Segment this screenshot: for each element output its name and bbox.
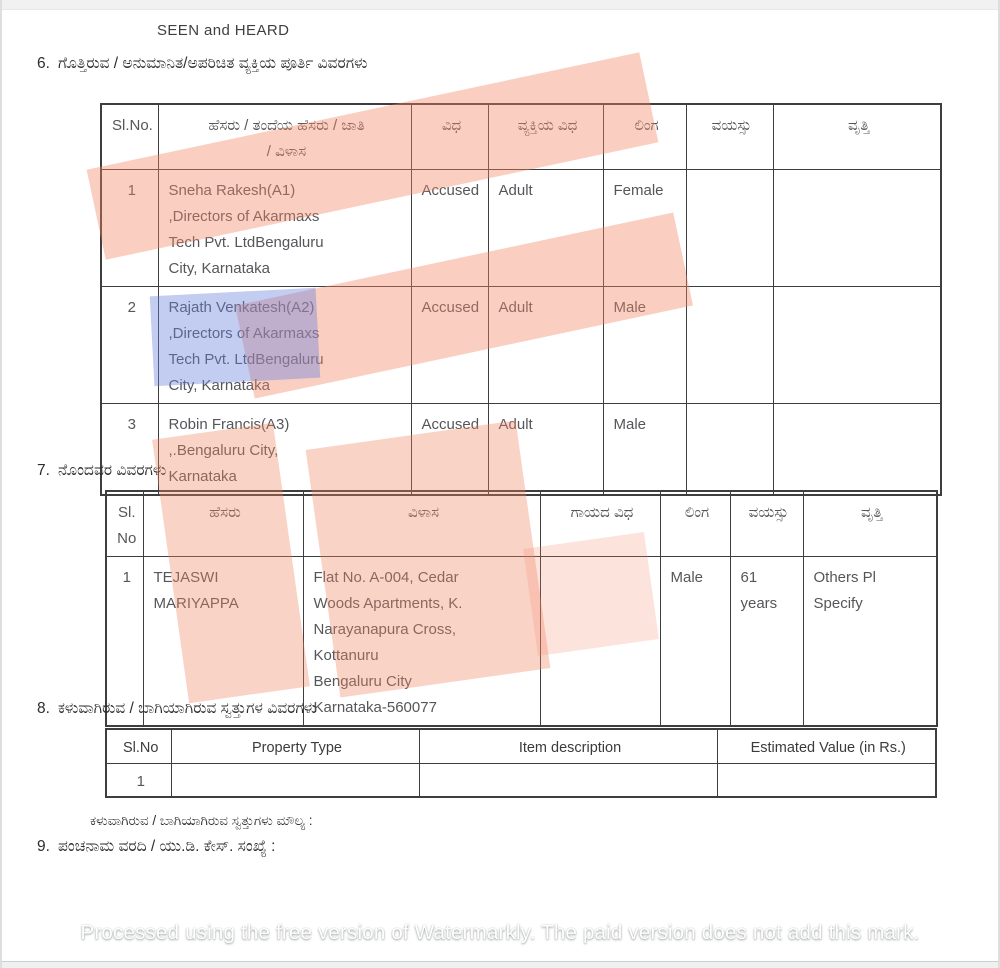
section6-title: ಗೊತ್ತಿರುವ / ಅನುಮಾನಿತ/ಅಪರಿಚಿತ ವ್ಯಕ್ತಿಯ ಪೂರ್ತಿ ವಿವರಗಳು [57,55,368,72]
row3-sl: 3 [101,404,158,496]
row2-gender: Male [603,287,686,404]
col-name-line1: ಹೆಸರು / ತಂದೆಯ ಹೆಸರು / ಜಾತಿ [208,117,365,134]
victims-table [105,490,938,727]
name-line: City, Karnataka [168,260,270,277]
col-name [158,104,411,170]
section6-number: 6. [37,55,50,72]
col-gender: ಲಿಂಗ [660,491,730,557]
name-line: ,Directors of Akarmaxs [168,325,320,342]
col-address: ವಿಳಾಸ [303,491,540,557]
property-value-line: ಕಳುವಾಗಿರುವ / ಬಾಗಿಯಾಗಿರುವ ಸ್ವತ್ತುಗಳು ಮೌಲ್ಯ : [90,813,313,828]
col-name: ಹೆಸರು [143,491,303,557]
row3-name [158,404,411,496]
property-type-cell [171,763,419,797]
col-property-type: Property Type [171,729,419,763]
victim-injury [540,557,660,727]
table-row [101,170,941,287]
section6-heading [37,55,367,73]
section7-heading [37,462,166,480]
row2-person-type: Adult [488,287,603,404]
row1-occupation [773,170,941,287]
victim-gender: Male [660,557,730,727]
victim-sl: 1 [106,557,143,727]
row1-person-type: Adult [488,170,603,287]
item-description-cell [419,763,717,797]
bottom-edge-strip [2,961,998,968]
col-injury-type: ಗಾಯದ ವಿಧ [540,491,660,557]
col-age: ವಯಸ್ಸು [686,104,773,170]
row3-occupation [773,404,941,496]
victim-occupation [803,557,937,727]
section9-number: 9. [37,838,50,855]
name-line: ,Directors of Akarmaxs [168,208,320,225]
col-gender: ಲಿಂಗ [603,104,686,170]
section7-number: 7. [37,462,50,479]
section9-title: ಪಂಚನಾಮ ವರದಿ / ಯು.ಡಿ. ಕೇಸ್. ಸಂಖ್ಯೆ : [57,838,276,855]
name-line: ,.Bengaluru City, [168,442,279,459]
address-line: Woods Apartments, K. [313,595,463,612]
property-header-row [106,729,936,763]
table-row [101,404,941,496]
col-occupation: ವೃತ್ತಿ [773,104,941,170]
section8-heading [37,700,317,718]
name-line: Tech Pvt. LtdBengaluru [168,351,324,368]
name-line: MARIYAPPA [153,595,239,612]
row2-name [158,287,411,404]
section7-title: ನೊಂದವರ ವಿವರಗಳು [57,462,167,479]
address-line: Flat No. A-004, Cedar [313,569,459,586]
watermarkly-caption: Processed using the free version of Watermarkly. The paid version does not add this mark. [80,921,920,944]
top-edge-strip [2,0,998,10]
section8-title: ಕಳುವಾಗಿರುವ / ಬಾಗಿಯಾಗಿರುವ ಸ್ವತ್ತುಗಳ ವಿವರಗಳು [57,700,318,717]
row3-age [686,404,773,496]
col-sl-line1: Sl. [117,504,136,521]
address-line: Bengaluru City [313,673,412,690]
col-item-description: Item description [419,729,717,763]
col-name-line2: / ವಿಳಾಸ [266,143,307,160]
page-title: SEEN and HEARD [157,22,290,39]
row2-age [686,287,773,404]
row2-type: Accused [411,287,488,404]
col-estimated-value: Estimated Value (in Rs.) [717,729,936,763]
row3-type: Accused [411,404,488,496]
section8-number: 8. [37,700,50,717]
row1-gender: Female [603,170,686,287]
col-sl-line2: No [117,530,137,547]
name-line: Robin Francis(A3) [168,416,290,433]
name-line: Karnataka [168,468,237,485]
col-slno: Sl.No [106,729,171,763]
name-line: Tech Pvt. LtdBengaluru [168,234,324,251]
col-sl [106,491,143,557]
victim-address [303,557,540,727]
suspects-table [100,103,942,496]
row3-person-type: Adult [488,404,603,496]
age-line: years [740,595,778,612]
row2-sl: 2 [101,287,158,404]
property-table [105,728,937,798]
occupation-line: Specify [813,595,863,612]
col-occupation: ವೃತ್ತಿ [803,491,937,557]
row1-sl: 1 [101,170,158,287]
table-row [106,763,936,797]
name-line: City, Karnataka [168,377,270,394]
address-line: Kottanuru [313,647,379,664]
victim-age [730,557,803,727]
name-line: Rajath Venkatesh(A2) [168,299,315,316]
age-line: 61 [740,569,758,586]
section9-heading [37,838,275,856]
address-line: Karnataka-560077 [313,699,437,716]
name-line: TEJASWI [153,569,219,586]
address-line: Narayanapura Cross, [313,621,457,638]
row2-occupation [773,287,941,404]
row1-age [686,170,773,287]
estimated-value-cell [717,763,936,797]
occupation-line: Others Pl [813,569,877,586]
property-sl: 1 [106,763,171,797]
col-type: ವಿಧ [411,104,488,170]
col-slno: Sl.No. [101,104,158,170]
table-row [101,287,941,404]
row1-type: Accused [411,170,488,287]
col-person-type: ವ್ಯಕ್ತಿಯ ವಿಧ [488,104,603,170]
victims-header-row [106,491,937,557]
name-line: Sneha Rakesh(A1) [168,182,296,199]
row3-gender: Male [603,404,686,496]
col-age: ವಯಸ್ಸು [730,491,803,557]
suspects-header-row [101,104,941,170]
row1-name [158,170,411,287]
